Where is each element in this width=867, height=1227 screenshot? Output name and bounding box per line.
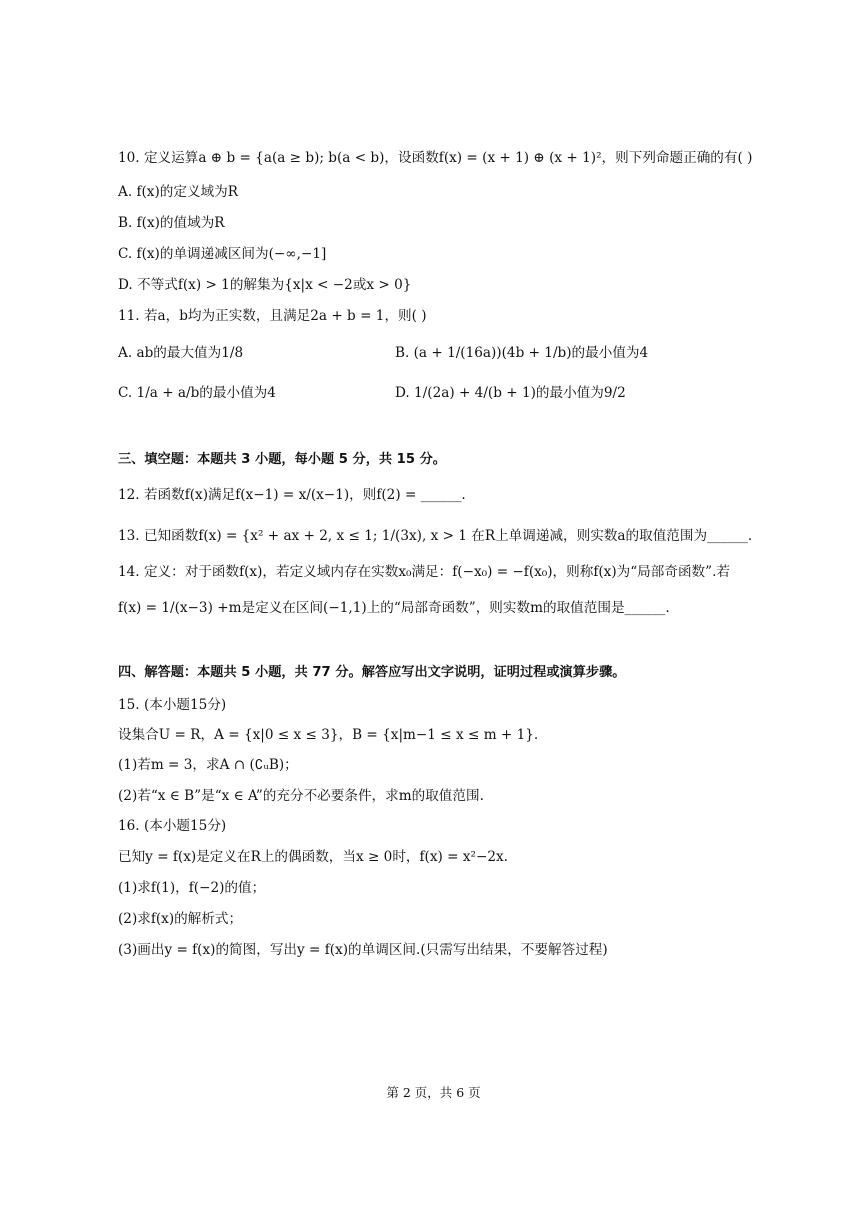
q12: 12. 若函数f(x)满足f(x−1) = x/(x−1)，则f(2) = ______. — [118, 487, 466, 503]
q15-part1: (1)若m = 3，求A ∩ (∁ᵤB)； — [118, 757, 298, 773]
q10-option-b: B. f(x)的值域为R — [118, 215, 225, 231]
q15-heading: 15. (本小题15分) — [118, 697, 227, 713]
q10-stem: 10. 定义运算a ⊕ b = {a(a ≥ b); b(a < b)，设函数f(x) = (x + 1) ⊕ (x + 1)²，则下列命题正确的有( ) — [118, 150, 753, 166]
section-3-heading: 三、填空题：本题共 3 小题，每小题 5 分，共 15 分。 — [118, 452, 446, 467]
q16-part3: (3)画出y = f(x)的简图，写出y = f(x)的单调区间.(只需写出结果，不要解答过程) — [118, 942, 608, 958]
section-4-heading: 四、解答题：本题共 5 小题，共 77 分。解答应写出文字说明，证明过程或演算步骤。 — [118, 665, 626, 680]
q10-option-d: D. 不等式f(x) > 1的解集为{x|x < −2或x > 0} — [118, 277, 412, 293]
page-footer: 第 2 页，共 6 页 — [386, 1085, 481, 1100]
q15-part2: (2)若“x ∈ B”是“x ∈ A”的充分不必要条件，求m的取值范围. — [118, 788, 484, 804]
q16-part1: (1)求f(1)，f(−2)的值； — [118, 880, 266, 896]
q14-line2: f(x) = 1/(x−3) +m是定义在区间(−1,1)上的“局部奇函数”，则实数m的取值范围是______. — [118, 600, 670, 616]
q16-given: 已知y = f(x)是定义在R上的偶函数，当x ≥ 0时，f(x) = x²−2x. — [118, 849, 508, 865]
q14-line1: 14. 定义：对于函数f(x)，若定义域内存在实数x₀满足：f(−x₀) = −f(x₀)，则称f(x)为“局部奇函数”.若 — [118, 564, 731, 580]
q11-option-d: D. 1/(2a) + 4/(b + 1)的最小值为9/2 — [395, 385, 626, 401]
q11-stem: 11. 若a，b均为正实数，且满足2a + b = 1，则( ) — [118, 308, 427, 324]
q13: 13. 已知函数f(x) = {x² + ax + 2, x ≤ 1; 1/(3x), x > 1 在R上单调递减，则实数a的取值范围为______. — [118, 528, 753, 544]
q10-option-c: C. f(x)的单调递减区间为(−∞,−1] — [118, 246, 327, 262]
q16-heading: 16. (本小题15分) — [118, 818, 227, 834]
q11-option-a: A. ab的最大值为1/8 — [118, 345, 244, 361]
q15-given: 设集合U = R，A = {x|0 ≤ x ≤ 3}，B = {x|m−1 ≤ x ≤ m + 1}. — [118, 727, 539, 743]
q11-option-b: B. (a + 1/(16a))(4b + 1/b)的最小值为4 — [395, 345, 649, 361]
q11-option-c: C. 1/a + a/b的最小值为4 — [118, 385, 276, 401]
q16-part2: (2)求f(x)的解析式； — [118, 911, 243, 927]
q10-option-a: A. f(x)的定义域为R — [118, 184, 238, 200]
